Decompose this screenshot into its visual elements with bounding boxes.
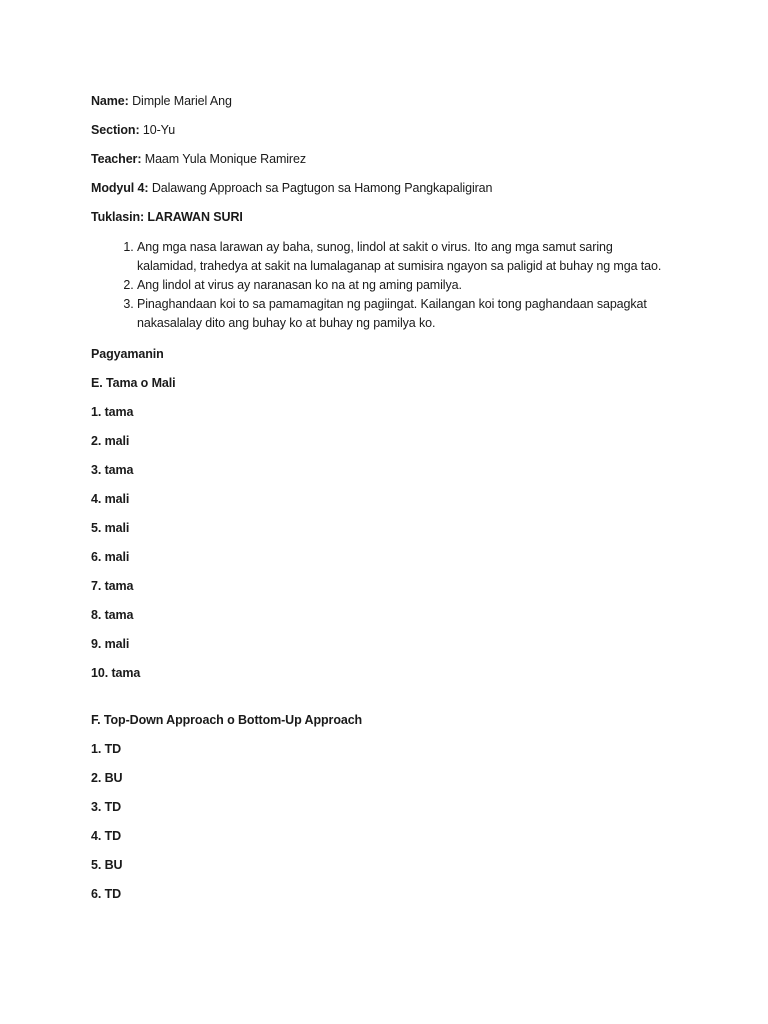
answer-e-9: 9. mali <box>91 637 130 651</box>
answer-f-1: 1. TD <box>91 742 122 756</box>
name-value: Dimple Mariel Ang <box>132 94 232 108</box>
answer-f-4: 4. TD <box>91 829 122 843</box>
answer-e-2: 2. mali <box>91 434 130 448</box>
answer-e-1: 1. tama <box>91 405 134 419</box>
section-line <box>91 122 691 139</box>
name-label: Name: <box>91 94 129 108</box>
section-value: 10-Yu <box>142 123 176 137</box>
answer-e-10: 10. tama <box>91 666 141 680</box>
answer-f-5: 5. BU <box>91 858 123 872</box>
section-f-answers <box>91 741 691 903</box>
answer-f-6: 6. TD <box>91 887 122 901</box>
tuklasin-item-2: 2. Ang lindol at virus ay naranasan ko na at ng aming pamilya. <box>137 276 691 295</box>
answer-e-8: 8. tama <box>91 608 134 622</box>
module-value: Dalawang Approach sa Pagtugon sa Hamong Pangkapaligiran <box>151 181 493 195</box>
answer-e-4: 4. mali <box>91 492 130 506</box>
tuklasin-item-3: 3. Pinaghandaan koi to sa pamamagitan ng pagiingat. Kailangan koi tong paghandaan sapagkat nakasalalay dito ang buhay ko at buhay ng pamilya ko. <box>137 295 667 333</box>
answer-e-5: 5. mali <box>91 521 130 535</box>
section-e-answers <box>91 404 691 682</box>
tuklasin-item-1: 1. Ang mga nasa larawan ay baha, sunog, lindol at sakit o virus. Ito ang mga samut saring kalamidad, trahedya at sakit na lumalaganap at sumisira ngayon sa paligid at buhay ng mga tao. <box>137 238 667 276</box>
name-line <box>91 93 691 110</box>
teacher-line <box>91 151 691 168</box>
tuklasin-heading: Tuklasin: LARAWAN SURI <box>91 210 243 224</box>
teacher-label: Teacher: <box>91 152 142 166</box>
section-label: Section: <box>91 123 140 137</box>
spacer <box>91 694 691 712</box>
section-f-heading: F. Top-Down Approach o Bottom-Up Approach <box>91 713 363 727</box>
module-line <box>91 180 691 197</box>
answer-e-3: 3. tama <box>91 463 134 477</box>
document-content <box>91 93 691 915</box>
pagyamanin-heading: Pagyamanin <box>91 347 164 361</box>
section-e-heading: E. Tama o Mali <box>91 376 176 390</box>
answer-f-2: 2. BU <box>91 771 123 785</box>
answer-e-7: 7. tama <box>91 579 134 593</box>
tuklasin-list <box>91 238 691 333</box>
answer-e-6: 6. mali <box>91 550 130 564</box>
answer-f-3: 3. TD <box>91 800 122 814</box>
module-label: Modyul 4: <box>91 181 149 195</box>
teacher-value: Maam Yula Monique Ramirez <box>144 152 306 166</box>
